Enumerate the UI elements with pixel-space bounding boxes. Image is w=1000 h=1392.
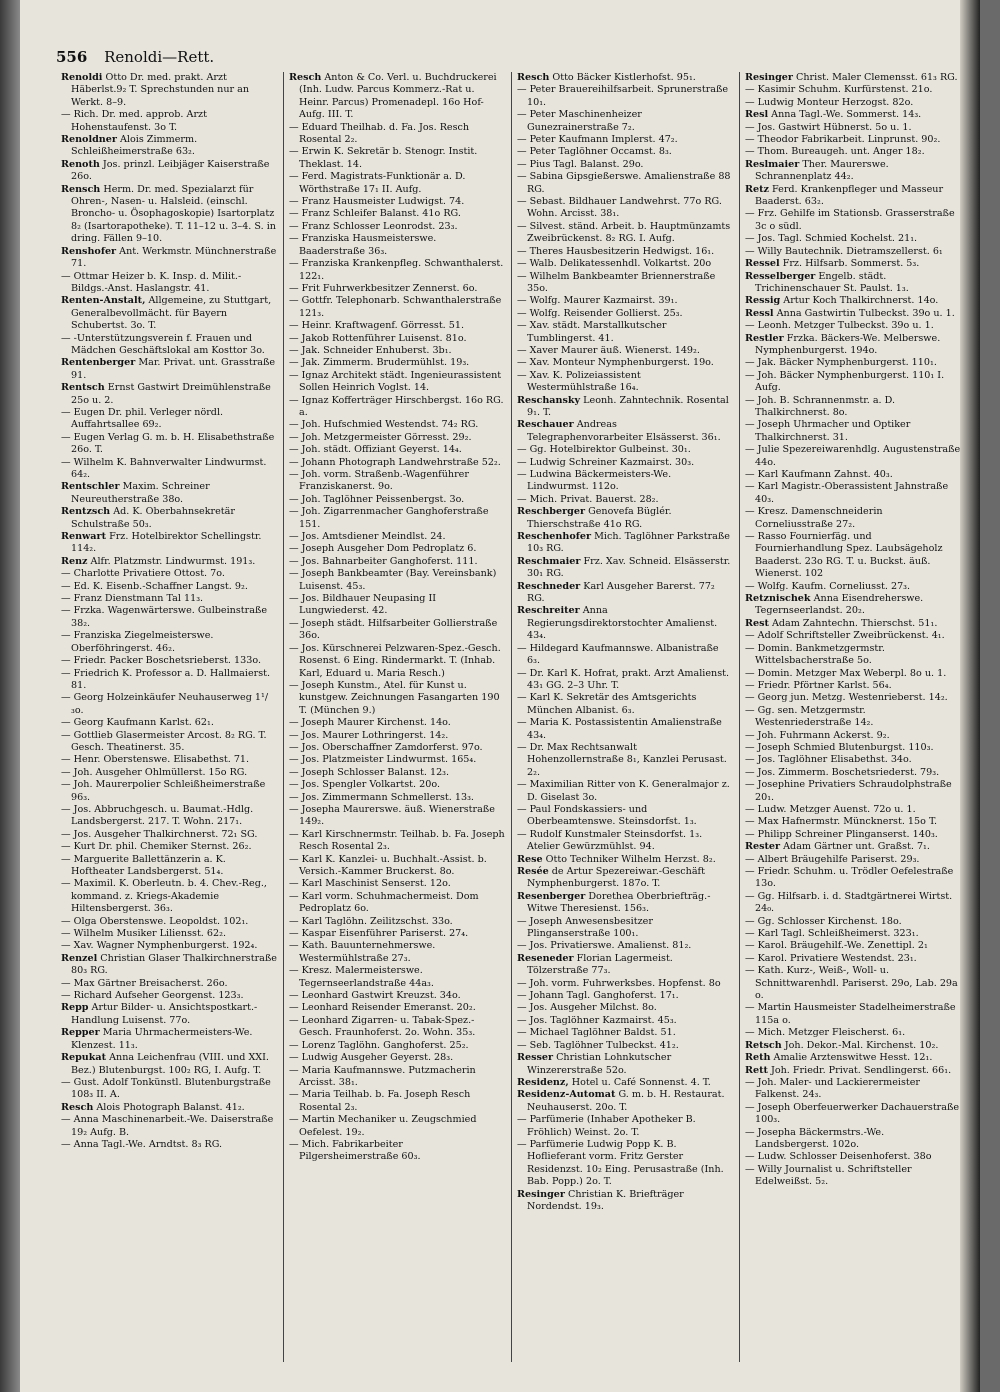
directory-entry: — Ludwina Bäckermeisters-We. Lindwurmst. 112o. [517, 469, 672, 493]
directory-entry: — Mich. Metzger Fleischerst. 6₁. [745, 1027, 906, 1039]
directory-entry: — Joh. Maler- und Lackierermeister Falkenst. 24₃. [745, 1076, 921, 1101]
directory-entry: Rensch Herm. Dr. med. Spezialarzt für Ohren-, Nasen- u. Halsleid. (einschl. Broncho- u. Ösophagoskopie) Isartorplatz 8₂ (Isartorapotheke). T. 11–12 u. 3–4. S. in dring. Fällen 9–10. [61, 183, 276, 245]
directory-entry: — Theodor Fabrikarbeit. Linprunst. 90₂. [745, 134, 941, 146]
directory-entry: — Kath. Kurz-, Weiß-, Woll- u. Schnittwarenhdl. Pariserst. 29o, Lab. 29a o. [745, 965, 958, 1002]
directory-entry: — Peter Maschinenheizer Gunezrainerstraße 7₂. [517, 109, 642, 133]
directory-entry: — Karl Tagl. Schleißheimerst. 323₁. [745, 928, 919, 940]
directory-entry: Rentschler Maxim. Schreiner Neureutherstraße 38o. [61, 481, 210, 505]
directory-entry: — Joh. vorm. Fuhrwerksbes. Hopfenst. 8o [517, 977, 721, 989]
directory-entry: Renz Alfr. Platzmstr. Lindwurmst. 191₃. [61, 555, 256, 567]
directory-entry: — Jos. Oberschaffner Zamdorferst. 97o. [289, 741, 483, 753]
directory-entry: — Ludwig Monteur Herzogst. 82o. [745, 96, 914, 108]
directory-entry: — Jos. Platzmeister Lindwurmst. 165₄. [289, 754, 477, 766]
column-rule [283, 72, 284, 1362]
directory-entry: — Max Hafnermstr. Müncknerst. 15o T. [745, 816, 937, 828]
directory-entry: — Kresz. Malermeisterswe. Tegernseerlandstraße 44a₃. [289, 965, 434, 989]
directory-entry: — Theres Hausbesitzerin Hedwigst. 16₁. [517, 245, 715, 257]
column-1 [61, 72, 277, 1372]
directory-entry: — Jak. Bäcker Nymphenburgerst. 110₁. [745, 357, 937, 369]
directory-entry: — Joh. Fuhrmann Ackerst. 9₂. [745, 729, 890, 741]
directory-entry: — Xav. Wagner Nymphenburgerst. 192₄. [61, 940, 258, 952]
directory-entry: — Franziska Hausmeisterswe. Baaderstraße 36₃. [289, 233, 437, 257]
directory-entry: Residenz-Automat G. m. b. H. Restaurat. Neuhauserst. 20o. T. [517, 1089, 725, 1113]
directory-entry: Reschenhofer Mich. Taglöhner Parkstraße 10₃ RG. [517, 531, 730, 555]
directory-entry: — Joseph Uhrmacher und Optiker Thalkirchnerst. 31. [745, 419, 911, 443]
directory-entry: Ressl Anna Gastwirtin Tulbeckst. 39o u. 1. [745, 307, 955, 319]
directory-entry: — Henr. Oberstenswe. Elisabethst. 71. [61, 754, 250, 766]
directory-entry: Rentenberger Mar. Privat. unt. Grasstraße 91. [61, 357, 276, 381]
directory-entry: — Xav. K. Polizeiassistent Westermühlstraße 16₄. [517, 369, 641, 394]
directory-entry: — Ludwig Schreiner Kazmairst. 30₃. [517, 456, 695, 468]
directory-entry: — Joseph Anwesensbesitzer Plinganserstraße 100₁. [517, 915, 653, 940]
directory-entry: — Georg Holzeinkäufer Neuhauserweg 1¹/₃o. [61, 692, 269, 716]
directory-entry: — Wilhelm K. Bahnverwalter Lindwurmst. 64₂. [61, 456, 267, 480]
directory-entry: — Dr. Karl K. Hofrat, prakt. Arzt Amalienst. 43₁ GG. 2–3 Uhr. T. [517, 667, 730, 691]
directory-entry: — Heinr. Kraftwagenf. Görresst. 51. [289, 320, 465, 332]
directory-entry: — Franziska Ziegelmeisterswe. Oberföhringerst. 46₂. [61, 630, 214, 654]
directory-entry: — Joh. Maurerpolier Schleißheimerstraße 96₃. [61, 779, 266, 803]
directory-entry: — Franz Schlosser Leonrodst. 23₃. [289, 220, 458, 232]
directory-entry: — Jos. Amtsdiener Meindlst. 24. [289, 531, 446, 543]
directory-entry: — Eugen Verlag G. m. b. H. Elisabethstraße 26o. T. [61, 431, 275, 456]
directory-entry: — Xaver Maurer äuß. Wienerst. 149₂. [517, 344, 700, 356]
directory-entry: — Friedrich K. Professor a. D. Hallmaierst. 81. [61, 667, 271, 691]
directory-entry: — Karl Kaufmann Zahnst. 40₃. [745, 469, 893, 480]
column-3 [517, 72, 733, 1372]
directory-entry: — Peter Brauereihilfsarbeit. Sprunerstraße 10₁. [517, 84, 729, 108]
directory-entry: — Jak. Schneider Enhuberst. 3b₁. [289, 344, 452, 356]
directory-entry: — Paul Fondskassiers- und Oberbeamtenswe. Steinsdorfst. 1₃. [517, 803, 697, 828]
directory-entry: Reschberger Genovefa Büglér. Thierschstraße 41o RG. [517, 506, 672, 530]
directory-entry: — Jos. Bahnarbeiter Ganghoferst. 111. [289, 555, 478, 567]
directory-entry: Ressel Frz. Hilfsarb. Sommerst. 5₃. [745, 258, 920, 270]
directory-entry: — Silvest. ständ. Arbeit. b. Hauptmünzamts Zweibrückenst. 8₂ RG. I. Aufg. [517, 220, 731, 245]
directory-entry: Resch Alois Photograph Balanst. 41₂. [61, 1101, 245, 1113]
directory-entry: Renoth Jos. prinzl. Leibjäger Kaiserstraße 26o. [61, 158, 270, 183]
directory-entry: — Gottlieb Glasermeister Arcost. 8₂ RG. T. Gesch. Theatinerst. 35. [61, 729, 267, 753]
directory-entry: — Pius Tagl. Balanst. 29o. [517, 158, 644, 170]
directory-entry: — Jak. Zimmerm. Brudermühlst. 19₃. [289, 357, 470, 369]
directory-entry: — Joseph Schmied Blutenburgst. 110₃. [745, 741, 934, 753]
directory-entry: Repper Maria Uhrmachermeisters-We. Klenzest. 11₃. [61, 1027, 253, 1051]
directory-entry: — Albert Bräugehilfe Pariserst. 29₃. [745, 853, 920, 865]
directory-entry: — Parfümerie Ludwig Popp K. B. Hoflieferant vorm. Fritz Gerster Residenzst. 10₂ Eing. Perusastraße (Inh. Bab. Popp.) 2o. T. [517, 1138, 724, 1188]
directory-entry: — Parfümerie (Inhaber Apotheker B. Fröhlich) Weinst. 2o. T. [517, 1114, 696, 1138]
directory-entry: — Seb. Taglöhner Tulbeckst. 41₂. [517, 1039, 679, 1051]
directory-entry: — -Unterstützungsverein f. Frauen und Mädchen Geschäftslokal am Kosttor 3o. [61, 332, 265, 356]
directory-entry: Renten-Anstalt, Allgemeine, zu Stuttgart, Generalbevollmächt. für Bayern Schubertst. 3o. T. [61, 295, 272, 332]
directory-entry: — Xav. städt. Marstallkutscher Tumblingerst. 41. [517, 320, 667, 344]
directory-entry: Reschreiter Anna Regierungsdirektorstochter Amalienst. 43₄. [517, 605, 718, 642]
directory-entry: — Peter Kaufmann Implerst. 47₂. [517, 134, 678, 146]
directory-entry: Renoldner Alois Zimmerm. Schleißheimerstraße 63₂. [61, 134, 198, 158]
directory-entry: — Erwin K. Sekretär b. Stenogr. Instit. Theklast. 14. [289, 146, 478, 170]
directory-entry: — Jos. Bildhauer Neupasing II Lungwiederst. 42. [289, 593, 437, 617]
directory-entry: — Joseph Ausgeher Dom Pedroplatz 6. [289, 543, 477, 555]
directory-entry: — Jos. Taglöhner Elisabethst. 34o. [745, 754, 912, 766]
directory-entry: — Maria Teilhab. b. Fa. Joseph Resch Rosental 2₃. [289, 1089, 471, 1113]
directory-entry: — Joh. B. Schrannenmstr. a. D. Thalkirchnerst. 8o. [745, 394, 896, 418]
directory-entry: — Johann Photograph Landwehrstraße 52₂. [289, 456, 501, 468]
directory-entry: Resch Otto Bäcker Kistlerhofst. 95₁. [517, 72, 696, 83]
directory-entry: Reslmaier Ther. Maurerswe. Schrannenplatz 44₂. [745, 158, 889, 183]
directory-entry: — Dr. Max Rechtsanwalt Hohenzollernstraße 8₁, Kanzlei Perusast. 2₂. [517, 741, 727, 778]
directory-entry: — Joseph städt. Hilfsarbeiter Gollierstraße 36o. [289, 617, 498, 642]
directory-entry: — Joh. Taglöhner Peissenbergst. 3o. [289, 493, 465, 505]
directory-entry: Reth Amalie Arztenswitwe Hesst. 12₁. [745, 1052, 933, 1064]
directory-entry: — Rich. Dr. med. approb. Arzt Hohenstaufenst. 3o T. [61, 109, 207, 133]
directory-entry: — Jos. Ausgeher Thalkirchnerst. 72₁ SG. [61, 828, 258, 840]
directory-entry: — Eugen Dr. phil. Verleger nördl. Auffahrtsallee 69₂. [61, 406, 224, 431]
directory-entry: — Rudolf Kunstmaler Steinsdorfst. 1₃. Atelier Gewürzmühlst. 94. [517, 828, 703, 853]
directory-entry: — Michael Taglöhner Baldst. 51. [517, 1027, 676, 1039]
directory-entry: Resenberger Dorethea Oberbriefträg.-Witwe Theresienst. 156₃. [517, 890, 711, 915]
directory-entry: — Leonhard Reisender Emeranst. 20₂. [289, 1002, 476, 1014]
directory-entry: — Franziska Krankenpfleg. Schwanthalerst. 122₁. [289, 258, 504, 282]
directory-entry: — Ferd. Magistrats-Funktionär a. D. Wörthstraße 17₁ II. Aufg. [289, 171, 466, 195]
directory-entry: Retz Ferd. Krankenpfleger und Masseur Baaderst. 63₂. [745, 183, 944, 208]
directory-entry: — Joh. Hufschmied Westendst. 74₂ RG. [289, 419, 479, 431]
directory-entry: — Max Gärtner Breisacherst. 26o. [61, 977, 228, 989]
directory-entry: — Maria K. Postassistentin Amalienstraße 43₄. [517, 717, 722, 741]
directory-entry: — Wilhelm Bankbeamter Briennerstraße 35o. [517, 270, 716, 294]
directory-entry: Renshofer Ant. Werkmstr. Münchnerstraße 71. [61, 245, 277, 270]
directory-entry: — Joseph Schlosser Balanst. 12₃. [289, 766, 450, 778]
directory-entry: — Leonhard Zigarren- u. Tabak-Spez.-Gesch. Fraunhoferst. 2o. Wohn. 35₃. [289, 1014, 476, 1039]
directory-entry: — Olga Oberstenswe. Leopoldst. 102₁. [61, 915, 249, 927]
directory-entry: — Jos. Gastwirt Hübnerst. 5o u. 1. [745, 121, 912, 133]
book-gutter-shadow [0, 0, 20, 1392]
directory-entry: — Jos. Zimmerm. Boschetsriederst. 79₃. [745, 766, 940, 778]
directory-entry: — Kasimir Schuhm. Kurfürstenst. 21o. [745, 84, 933, 96]
directory-entry: — Anna Tagl.-We. Arndtst. 8₃ RG. [61, 1138, 223, 1150]
directory-entry: — Gust. Adolf Tonkünstl. Blutenburgstraße 108₃ II. A. [61, 1076, 271, 1101]
directory-entry: — Maximilian Ritter von K. Generalmajor z. D. Giselast 3o. [517, 779, 730, 803]
directory-entry: Renwart Frz. Hotelbirektor Schellingstr. 114₂. [61, 531, 262, 555]
directory-entry: — Joh. Zigarrenmacher Ganghoferstraße 151. [289, 506, 489, 530]
page-number: 556 [56, 48, 88, 66]
directory-entry: — Frit Fuhrwerkbesitzer Zennerst. 6o. [289, 282, 478, 294]
directory-entry: — Gg. Hilfsarb. i. d. Stadtgärtnerei Wirtst. 24₀. [745, 890, 953, 915]
directory-entry: — Johann Tagl. Ganghoferst. 17₁. [517, 990, 679, 1002]
directory-entry: — Kurt Dr. phil. Chemiker Sternst. 26₂. [61, 841, 252, 853]
column-rule [511, 72, 512, 1362]
directory-entry: — Maximil. K. Oberleutn. b. 4. Chev.-Reg., kommand. z. Kriegs-Akademie Hiltensbergerst. 36₃. [61, 878, 267, 915]
directory-entry: Rentsch Ernst Gastwirt Dreimühlenstraße 25o u. 2. [61, 382, 271, 406]
directory-entry: Resinger Christian K. Briefträger Nordendst. 19₃. [517, 1188, 684, 1212]
directory-entry: — Joh. städt. Offiziant Geyerst. 14₄. [289, 444, 462, 456]
directory-entry: Reseneder Florian Lagermeist. Tölzerstraße 77₃. [517, 952, 673, 977]
directory-entry: — Maria Kaufmannswe. Putzmacherin Arcisst. 38₁. [289, 1064, 476, 1088]
directory-entry: Ressig Artur Koch Thalkirchnerst. 14o. [745, 295, 939, 307]
directory-entry: Resl Anna Tagl.-We. Sommerst. 14₃. [745, 109, 922, 121]
page-edge-shadow [960, 0, 980, 1392]
directory-entry: — Hildegard Kaufmannswe. Albanistraße 6₃. [517, 642, 719, 667]
directory-entry: — Domin. Metzger Max Weberpl. 8o u. 1. [745, 667, 947, 679]
directory-entry: — Jos. Maurer Lothringerst. 14₂. [289, 729, 449, 741]
directory-entry: — Joseph Maurer Kirchenst. 14o. [289, 717, 451, 729]
directory-entry: — Georg jun. Metzg. Westenrieberst. 14₂. [745, 692, 948, 704]
directory-entry: — Jos. Ausgeher Milchst. 8o. [517, 1002, 657, 1014]
directory-entry: — Willy Journalist u. Schriftsteller Edelweißst. 5₂. [745, 1163, 912, 1188]
directory-entry: — Karl Taglöhn. Zeilitzschst. 33o. [289, 915, 453, 927]
directory-entry: — Ludw. Metzger Auenst. 72o u. 1. [745, 803, 916, 815]
directory-entry: — Ludwig Ausgeher Geyerst. 28₃. [289, 1052, 454, 1064]
directory-entry: — Mich. Privat. Bauerst. 28₂. [517, 493, 659, 505]
directory-entry: Reschmaier Frz. Xav. Schneid. Elsässerstr. 30₁ RG. [517, 555, 731, 580]
directory-entry: Retznischek Anna Eisendreherswe. Tegernseerlandst. 20₂. [745, 593, 924, 617]
directory-entry: — Jos. Tagl. Schmied Kochelst. 21₁. [745, 233, 918, 245]
directory-entry: Renoldi Otto Dr. med. prakt. Arzt Häberlst.9₂ T. Sprechstunden nur an Werkt. 8–9. [61, 72, 250, 108]
directory-entry: — Ottmar Heizer b. K. Insp. d. Milit.-Bildgs.-Anst. Haslangstr. 41. [61, 270, 242, 294]
directory-entry: — Ed. K. Eisenb.-Schaffner Langst. 9₂. [61, 580, 248, 592]
directory-entry: — Marguerite Ballettänzerin a. K. Hoftheater Landsbergerst. 51₄. [61, 853, 226, 877]
column-rule [739, 72, 740, 1362]
directory-entry: — Anna Maschinenarbeit.-We. Daiserstraße 19₂ Aufg. B. [61, 1114, 274, 1138]
directory-entry: — Gottfr. Telephonarb. Schwanthalerstraße 121₃. [289, 295, 502, 319]
directory-page [20, 0, 980, 1392]
directory-entry: Restler Frzka. Bäckers-We. Melberswe. Nymphenburgerst. 194o. [745, 332, 941, 356]
directory-entry: — Wolfg. Kaufm. Corneliusst. 27₃. [745, 580, 911, 592]
directory-entry: — Julie Spezereiwarenhdlg. Augustenstraße 44o. [745, 444, 961, 468]
directory-entry: — Jos. Kürschnerei Pelzwaren-Spez.-Gesch. Rosenst. 6 Eing. Rindermarkt. T. (Inhab. Karl, Eduard u. Maria Resch.) [289, 642, 501, 679]
directory-entry: Repukat Anna Leichenfrau (VIII. und XXI. Bez.) Blutenburgst. 100₂ RG, I. Aufg. T. [61, 1052, 269, 1076]
directory-entry: Rentzsch Ad. K. Oberbahnsekretär Schulstraße 50₃. [61, 506, 235, 530]
directory-entry: Resch Anton & Co. Verl. u. Buchdruckerei (Inh. Ludw. Parcus Kommerz.-Rat u. Heinr. Parcus) Promenadepl. 16o Hof-Aufg. III. T. [289, 72, 497, 121]
directory-entry: — Franz Dienstmann Tal 11₃. [61, 593, 204, 605]
directory-entry: — Jos. Spengler Volkartst. 20o. [289, 779, 440, 791]
directory-entry: Reschauer Andreas Telegraphenvorarbeiter Elsässerst. 36₁. [517, 419, 721, 443]
directory-entry: — Sabina Gipsgießerswe. Amalienstraße 88 RG. [517, 171, 731, 195]
directory-entry: — Joh. Ausgeher Ohlmüllerst. 15o RG. [61, 766, 248, 778]
directory-entry: — Frz. Gehilfe im Stationsb. Grasserstraße 3c o südl. [745, 208, 955, 232]
directory-entry: — Martin Mechaniker u. Zeugschmied Oefelest. 19₂. [289, 1114, 477, 1138]
directory-columns [61, 72, 961, 1372]
directory-entry: Resselberger Engelb. städt. Trichinenschauer St. Paulst. 1₃. [745, 270, 909, 294]
directory-entry: — Frzka. Wagenwärterswe. Gulbeinstraße 38₂. [61, 605, 268, 629]
directory-entry: — Josepha Maurerswe. äuß. Wienerstraße 149₂. [289, 803, 495, 828]
directory-entry: — Joseph Oberfeuerwerker Dachauerstraße 100₃. [745, 1101, 960, 1126]
page-header [56, 48, 956, 68]
directory-entry: — Ignaz Kofferträger Hirschbergst. 16o RG. a. [289, 394, 504, 418]
directory-entry: — Jos. Privatierswe. Amalienst. 81₂. [517, 940, 692, 952]
directory-entry: — Jos. Taglöhner Kazmairst. 45₃. [517, 1014, 677, 1026]
directory-entry: — Lorenz Taglöhn. Ganghoferst. 25₂. [289, 1039, 469, 1051]
directory-entry: — Adolf Schriftsteller Zweibrückenst. 4₁. [745, 630, 945, 642]
directory-entry: — Eduard Theilhab. d. Fa. Jos. Resch Rosental 2₂. [289, 121, 470, 146]
directory-entry: Resser Christian Lohnkutscher Winzererstraße 52o. [517, 1052, 672, 1076]
directory-entry: Rese Otto Techniker Wilhelm Herzst. 8₂. [517, 853, 716, 865]
directory-entry: — Domin. Bankmetzgermstr. Wittelsbacherstraße 5o. [745, 642, 885, 667]
directory-entry: — Karl Kirschnermstr. Teilhab. b. Fa. Joseph Resch Rosental 2₃. [289, 828, 505, 853]
column-2 [289, 72, 505, 1372]
directory-entry: — Gg. Schlosser Kirchenst. 18o. [745, 915, 902, 927]
directory-entry: — Charlotte Privatiere Ottost. 7o. [61, 568, 225, 580]
directory-entry: — Ignaz Architekt städt. Ingenieurassistent Sollen Heinrich Voglst. 14. [289, 369, 502, 394]
directory-entry: — Thom. Bureaugeh. unt. Anger 18₂. [745, 146, 925, 158]
directory-entry: — Wolfg. Maurer Kazmairst. 39₁. [517, 295, 678, 307]
directory-entry: — Gg. sen. Metzgermstr. Westenriederstraße 14₂. [745, 704, 874, 729]
directory-entry: — Peter Taglöhner Occamst. 8₃. [517, 146, 672, 158]
directory-entry: — Joseph Kunstm., Atel. für Kunst u. kunstgew. Zeichnungen Fasangarten 190 T. (München 9.) [289, 679, 500, 716]
directory-entry: — Jakob Rottenführer Luisenst. 81o. [289, 332, 467, 344]
directory-entry: — Karol. Bräugehilf.-We. Zenettipl. 2₁ [745, 940, 928, 952]
directory-entry: — Friedr. Schuhm. u. Trödler Oefelestraße 13o. [745, 866, 954, 890]
directory-entry: Reschneder Karl Ausgeher Barerst. 77₂ RG. [517, 580, 715, 605]
directory-entry: — Joh. vorm. Straßenb.-Wagenführer Franziskanerst. 9o. [289, 469, 469, 493]
directory-entry: — Kaspar Eisenführer Pariserst. 27₄. [289, 928, 469, 940]
directory-entry: Resinger Christ. Maler Clemensst. 61₃ RG. [745, 72, 958, 83]
directory-entry: Retsch Joh. Dekor.-Mal. Kirchenst. 10₂. [745, 1039, 939, 1051]
directory-entry: — Kath. Bauunternehmerswe. Westermühlstraße 27₃. [289, 940, 436, 964]
directory-entry: — Joseph Bankbeamter (Bay. Vereinsbank) Luisenst. 45₃. [289, 568, 497, 592]
directory-entry: Reschansky Leonh. Zahntechnik. Rosental 9₁. T. [517, 394, 729, 418]
directory-entry: — Ludw. Schlosser Deisenhoferst. 38o [745, 1151, 932, 1163]
directory-entry: — Joh. Bäcker Nymphenburgerst. 110₁ I. Aufg. [745, 369, 945, 394]
directory-entry: — Karl Maschinist Senserst. 12o. [289, 878, 451, 890]
directory-entry: — Mich. Fabrikarbeiter Pilgersheimerstraße 60₃. [289, 1138, 421, 1163]
directory-entry: — Gg. Hotelbirektor Gulbeinst. 30₁. [517, 444, 691, 456]
directory-entry: — Richard Aufseher Georgenst. 123₃. [61, 990, 244, 1002]
directory-entry: — Joh. Metzgermeister Görresst. 29₂. [289, 431, 472, 443]
directory-entry: Rest Adam Zahntechn. Thierschst. 51₁. [745, 617, 938, 629]
directory-entry: — Josepha Bäckermstrs.-We. Landsbergerst. 102o. [745, 1126, 885, 1150]
directory-entry: Rester Adam Gärtner unt. Graßst. 7₁. [745, 841, 930, 853]
directory-entry: — Kresz. Damenschneiderin Corneliusstraße 27₂. [745, 506, 883, 530]
directory-entry: — Josephine Privatiers Schraudolphstraße 20₁. [745, 779, 952, 803]
directory-entry: — Willy Bautechnik. Dietramszellerst. 6₁ [745, 245, 943, 257]
directory-entry: — Sebast. Bildhauer Landwehrst. 77o RG. Wohn. Arcisst. 38₁. [517, 196, 722, 220]
directory-entry: — Xav. Monteur Nymphenburgerst. 19o. [517, 357, 714, 369]
column-4 [745, 72, 961, 1372]
directory-entry: — Karl Magistr.-Oberassistent Jahnstraße 40₃. [745, 481, 949, 505]
directory-entry: — Jos. Zimmermann Schmellerst. 13₃. [289, 791, 474, 803]
directory-entry: — Wolfg. Reisender Gollierst. 25₃. [517, 307, 683, 319]
directory-entry: — Karol. Privatiere Westendst. 23₁. [745, 952, 917, 964]
directory-entry: — Martin Hausmeister Stadelheimerstraße 115a o. [745, 1002, 956, 1026]
directory-entry: Residenz, Hotel u. Café Sonnenst. 4. T. [517, 1076, 711, 1088]
directory-entry: — Karl K. Sekretär des Amtsgerichts München Albanist. 6₃. [517, 692, 697, 716]
directory-entry: — Friedr. Packer Boschetsrieberst. 133o. [61, 655, 261, 667]
directory-entry: Resée de Artur Spezereiwar.-Geschäft Nymphenburgerst. 187o. T. [517, 866, 705, 890]
directory-entry: — Rasso Fournierfäg. und Fournierhandlung Spez. Laubsägeholz Baaderst. 23o RG. T. u. Buckst. äuß. Wienerst. 102 [745, 531, 943, 580]
running-title: Renoldi—Rett. [104, 48, 215, 66]
directory-entry: — Karl K. Kanzlei- u. Buchhalt.-Assist. b. Versich.-Kammer Bruckerst. 8o. [289, 853, 487, 877]
directory-entry: Renzel Christian Glaser Thalkirchnerstraße 80₃ RG. [61, 952, 277, 977]
directory-entry: Repp Artur Bilder- u. Ansichtspostkart.-Handlung Luisenst. 77o. [61, 1002, 258, 1026]
directory-entry: — Walb. Delikatessenhdl. Volkartst. 20o [517, 258, 712, 270]
directory-entry: — Friedr. Pförtner Karlst. 56₄. [745, 679, 892, 691]
directory-entry: Rett Joh. Friedr. Privat. Sendlingerst. 66₁. [745, 1064, 952, 1076]
directory-entry: — Franz Schleifer Balanst. 41o RG. [289, 208, 461, 220]
directory-entry: — Leonh. Metzger Tulbeckst. 39o u. 1. [745, 320, 934, 332]
directory-entry: — Franz Hausmeister Ludwigst. 74. [289, 196, 465, 208]
directory-entry: — Karl vorm. Schuhmachermeist. Dom Pedroplatz 6o. [289, 890, 479, 915]
directory-entry: — Jos. Abbruchgesch. u. Baumat.-Hdlg. Landsbergerst. 217. T. Wohn. 217₁. [61, 803, 254, 828]
directory-entry: — Wilhelm Musiker Liliensst. 62₂. [61, 928, 227, 940]
directory-entry: — Philipp Schreiner Plinganserst. 140₃. [745, 828, 938, 840]
directory-entry: — Leonhard Gastwirt Kreuzst. 34o. [289, 990, 461, 1002]
directory-entry: — Georg Kaufmann Karlst. 62₁. [61, 717, 214, 729]
